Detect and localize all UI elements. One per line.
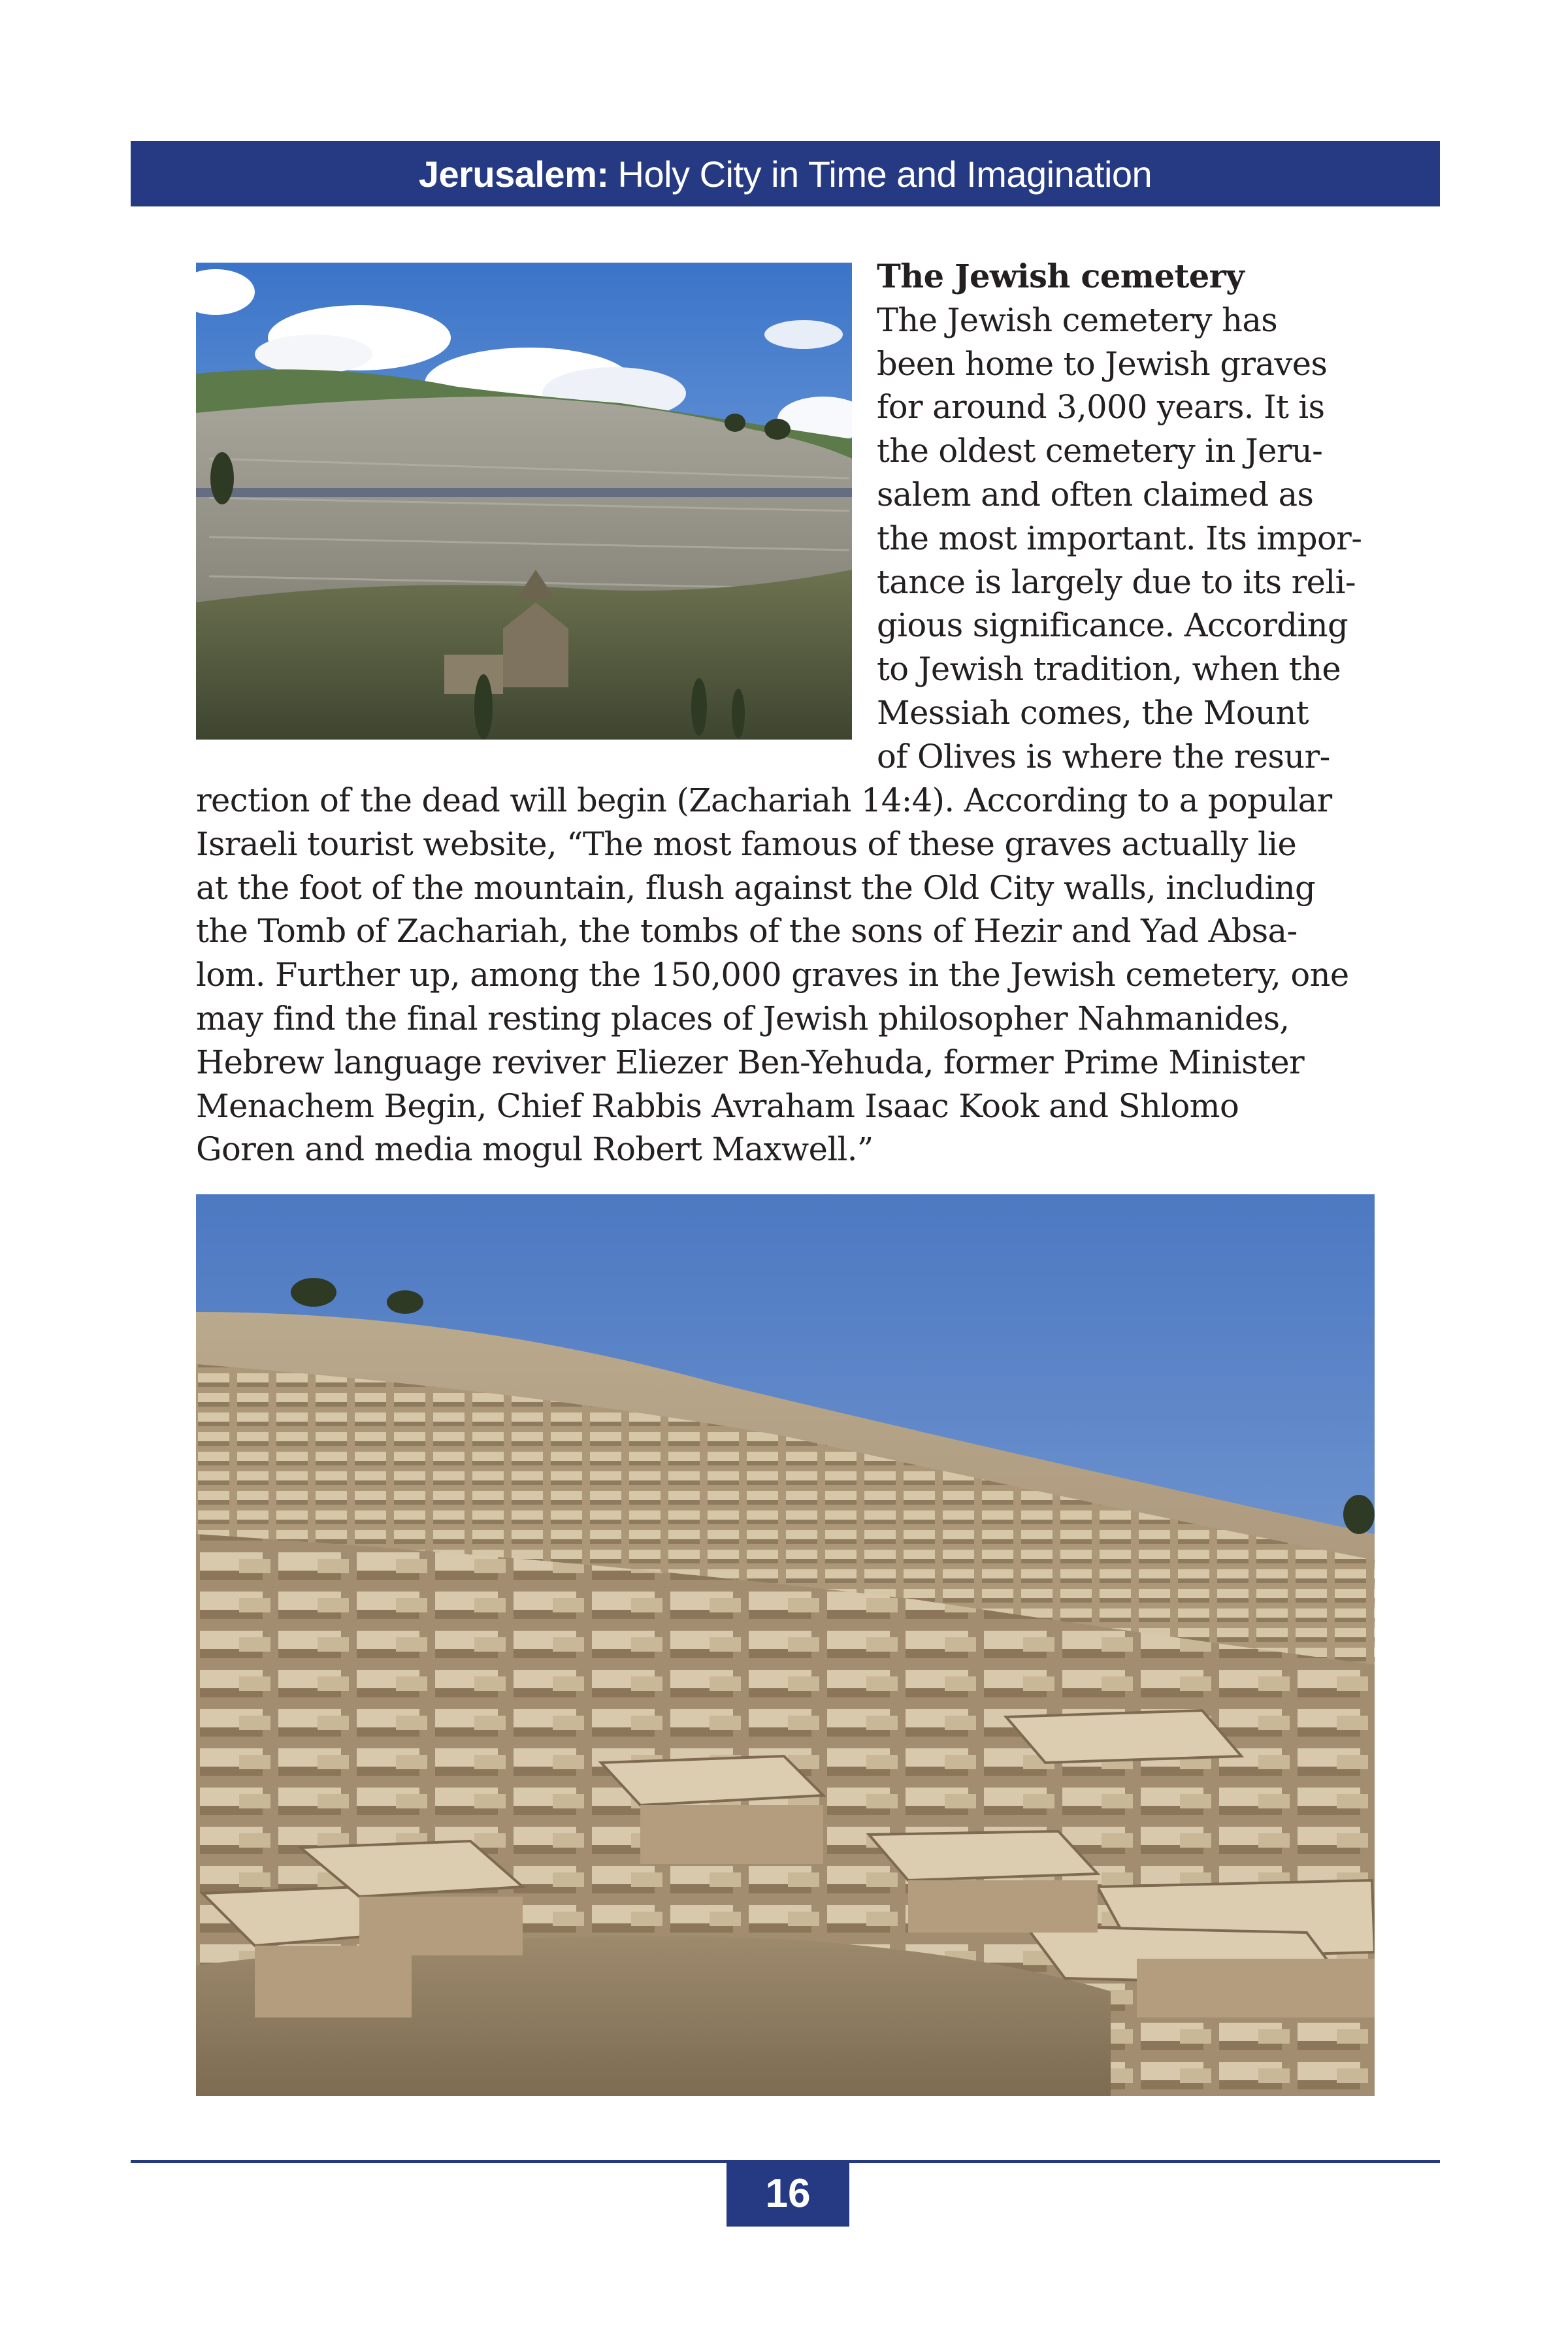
header-title-rest: Holy City in Time and Imagination xyxy=(617,153,1152,195)
side-column-text xyxy=(877,255,1362,779)
text-line: salem and often claimed as xyxy=(877,475,1314,514)
text-line: lom. Further up, among the 150,000 graves in the Jewish cemetery, one xyxy=(196,956,1349,994)
cemetery-graves-photo xyxy=(196,1194,1375,2096)
text-line: Israeli tourist website, “The most famous of these graves actually lie xyxy=(196,825,1297,863)
text-line: may find the final resting places of Jewish philosopher Nahmanides, xyxy=(196,999,1290,1037)
text-line: rection of the dead will begin (Zachariah 14:4). According to a popular xyxy=(196,781,1332,819)
text-line: been home to Jewish graves xyxy=(877,344,1328,383)
text-line: Messiah comes, the Mount xyxy=(877,693,1309,732)
section-heading: The Jewish cemetery xyxy=(877,257,1245,295)
text-line: tance is largely due to its reli- xyxy=(877,563,1356,601)
full-width-text xyxy=(196,779,1349,1171)
header-title-bold: Jerusalem: xyxy=(418,153,609,195)
text-line: Goren and media mogul Robert Maxwell.” xyxy=(196,1130,874,1169)
mount-of-olives-photo xyxy=(196,263,852,740)
text-line: the most important. Its impor- xyxy=(877,519,1362,557)
text-line: for around 3,000 years. It is xyxy=(877,388,1325,427)
running-header xyxy=(131,141,1440,206)
page-number: 16 xyxy=(727,2160,849,2227)
text-line: Menachem Begin, Chief Rabbis Avraham Isaac Kook and Shlomo xyxy=(196,1086,1239,1125)
text-line: to Jewish tradition, when the xyxy=(877,650,1341,689)
text-line: of Olives is where the resur- xyxy=(877,737,1330,776)
text-line: the oldest cemetery in Jeru- xyxy=(877,432,1323,470)
text-line: The Jewish cemetery has xyxy=(877,301,1278,339)
text-line: at the foot of the mountain, flush against the Old City walls, including xyxy=(196,868,1316,907)
text-line: gious significance. According xyxy=(877,606,1348,645)
text-line: the Tomb of Zachariah, the tombs of the sons of Hezir and Yad Absa- xyxy=(196,912,1298,951)
text-line: Hebrew language reviver Eliezer Ben-Yehuda, former Prime Minister xyxy=(196,1043,1305,1081)
